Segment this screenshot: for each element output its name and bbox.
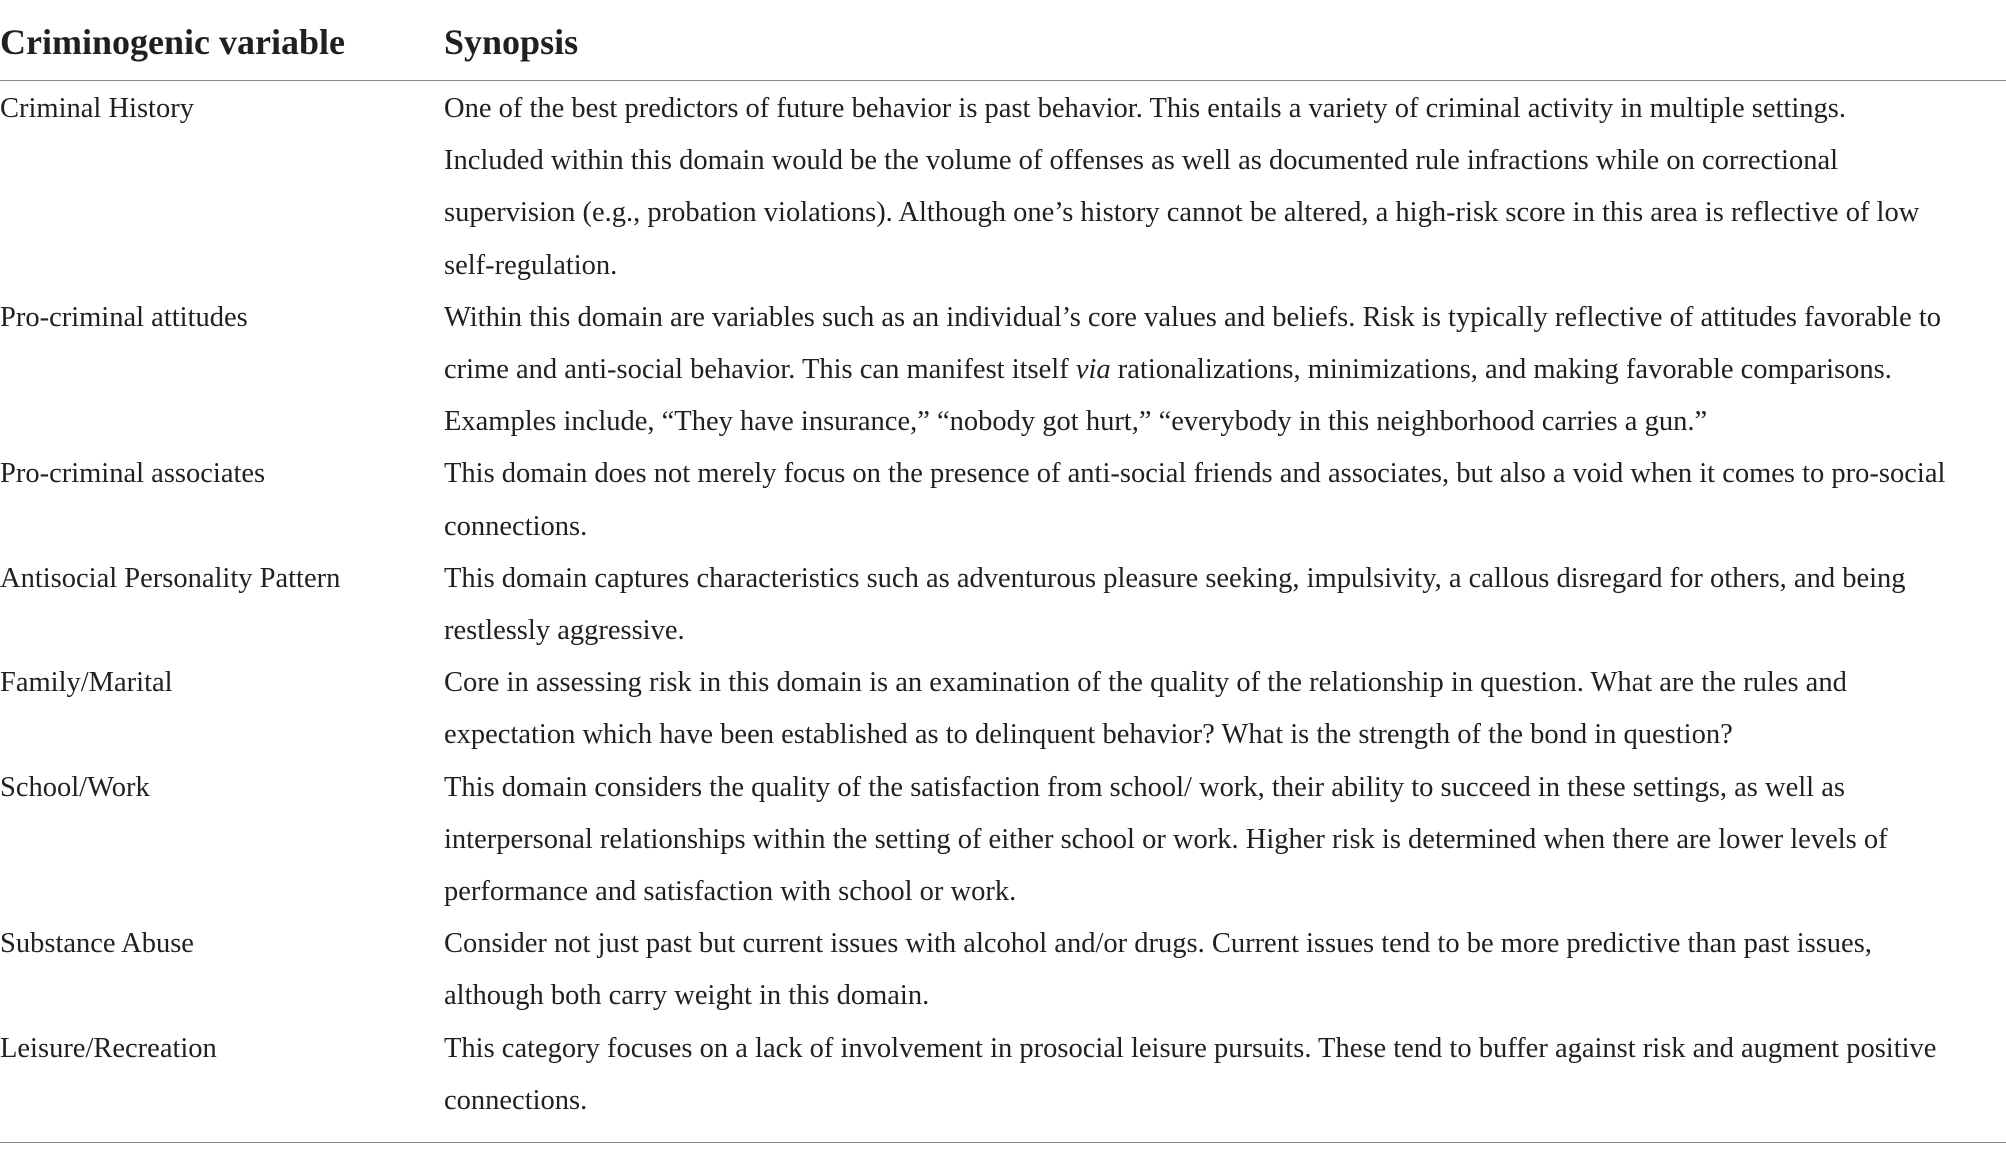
synopsis-cell <box>444 448 2006 552</box>
synopsis-text: This domain captures characteristics such as adventurous pleasure seeking, impulsivity, a callous disregard for others, and being restlessly aggressive. <box>444 562 1906 647</box>
synopsis-cell <box>444 762 2006 919</box>
synopsis-text: This domain considers the quality of the satisfaction from school/ work, their ability to succeed in these settings, as well as interpersonal relationships within the setting of either school or work. Higher risk is determined when there are lower levels of performance and satisfaction with school or work. <box>444 771 1888 908</box>
variable-cell: School/Work <box>0 771 150 803</box>
table-row <box>0 918 2006 1022</box>
variable-cell: Pro-criminal attitudes <box>0 301 248 333</box>
synopsis-text: This category focuses on a lack of involvement in prosocial leisure pursuits. These tend to buffer against risk and augment positive connections. <box>444 1032 1937 1116</box>
table-body <box>0 81 2006 1140</box>
synopsis-cell <box>444 81 2006 292</box>
table-row <box>0 657 2006 761</box>
table-row <box>0 448 2006 552</box>
synopsis-text: Core in assessing risk in this domain is an examination of the quality of the relationship in question. What are the rules and expectation which have been established as to delinquent behavior? What is the strength of the bond in question? <box>444 667 1847 751</box>
synopsis-emphasis: via <box>1075 354 1111 386</box>
variable-cell: Family/Marital <box>0 667 173 699</box>
synopsis-cell <box>444 553 2006 657</box>
column-header-variable: Criminogenic variable <box>0 0 444 81</box>
variable-cell: Pro-criminal associates <box>0 458 266 490</box>
column-header-synopsis: Synopsis <box>444 0 2006 81</box>
table-row <box>0 762 2006 919</box>
variable-cell: Antisocial Personality Pattern <box>0 562 341 594</box>
table-header <box>0 0 2006 81</box>
synopsis-cell <box>444 292 2006 449</box>
table-row <box>0 553 2006 657</box>
table-bottom-rule <box>0 1142 2006 1143</box>
synopsis-text-part: Within this domain are variables such as an individual’s core values and beliefs. Risk is typically reflective of attitudes favorable to crime and anti-social behavior. This can manifest itself <box>444 301 1942 386</box>
variable-cell: Criminal History <box>0 93 194 124</box>
table-row <box>0 1023 2006 1139</box>
synopsis-text: Consider not just past but current issues with alcohol and/or drugs. Current issues tend to be more predictive than past issues, although both carry weight in this domain. <box>444 928 1872 1012</box>
synopsis-text: This domain does not merely focus on the presence of anti-social friends and associates, but also a void when it comes to pro-social connections. <box>444 458 1946 542</box>
table-row <box>0 81 2006 292</box>
synopsis-cell <box>444 1023 2006 1139</box>
synopsis-text <box>444 292 2006 449</box>
synopsis-text: One of the best predictors of future behavior is past behavior. This entails a variety of criminal activity in multiple settings. Included within this domain would be the volume of offenses as well as documented rule infractions while on correctional supervision (e.g., probation violations). Although one’s history cannot be altered, a high-risk score in this area is reflective of low self-regulation. <box>444 93 1920 281</box>
synopsis-cell <box>444 657 2006 761</box>
variable-cell: Leisure/Recreation <box>0 1032 217 1064</box>
synopsis-cell <box>444 918 2006 1022</box>
table-row <box>0 292 2006 449</box>
synopsis-text-part: rationalizations, minimizations, and making favorable comparisons. Examples include, “They have insurance,” “nobody got hurt,” “everybody in this neighborhood carries a gun.” <box>444 354 1892 438</box>
variable-cell: Substance Abuse <box>0 928 194 960</box>
header-row <box>0 0 2006 81</box>
